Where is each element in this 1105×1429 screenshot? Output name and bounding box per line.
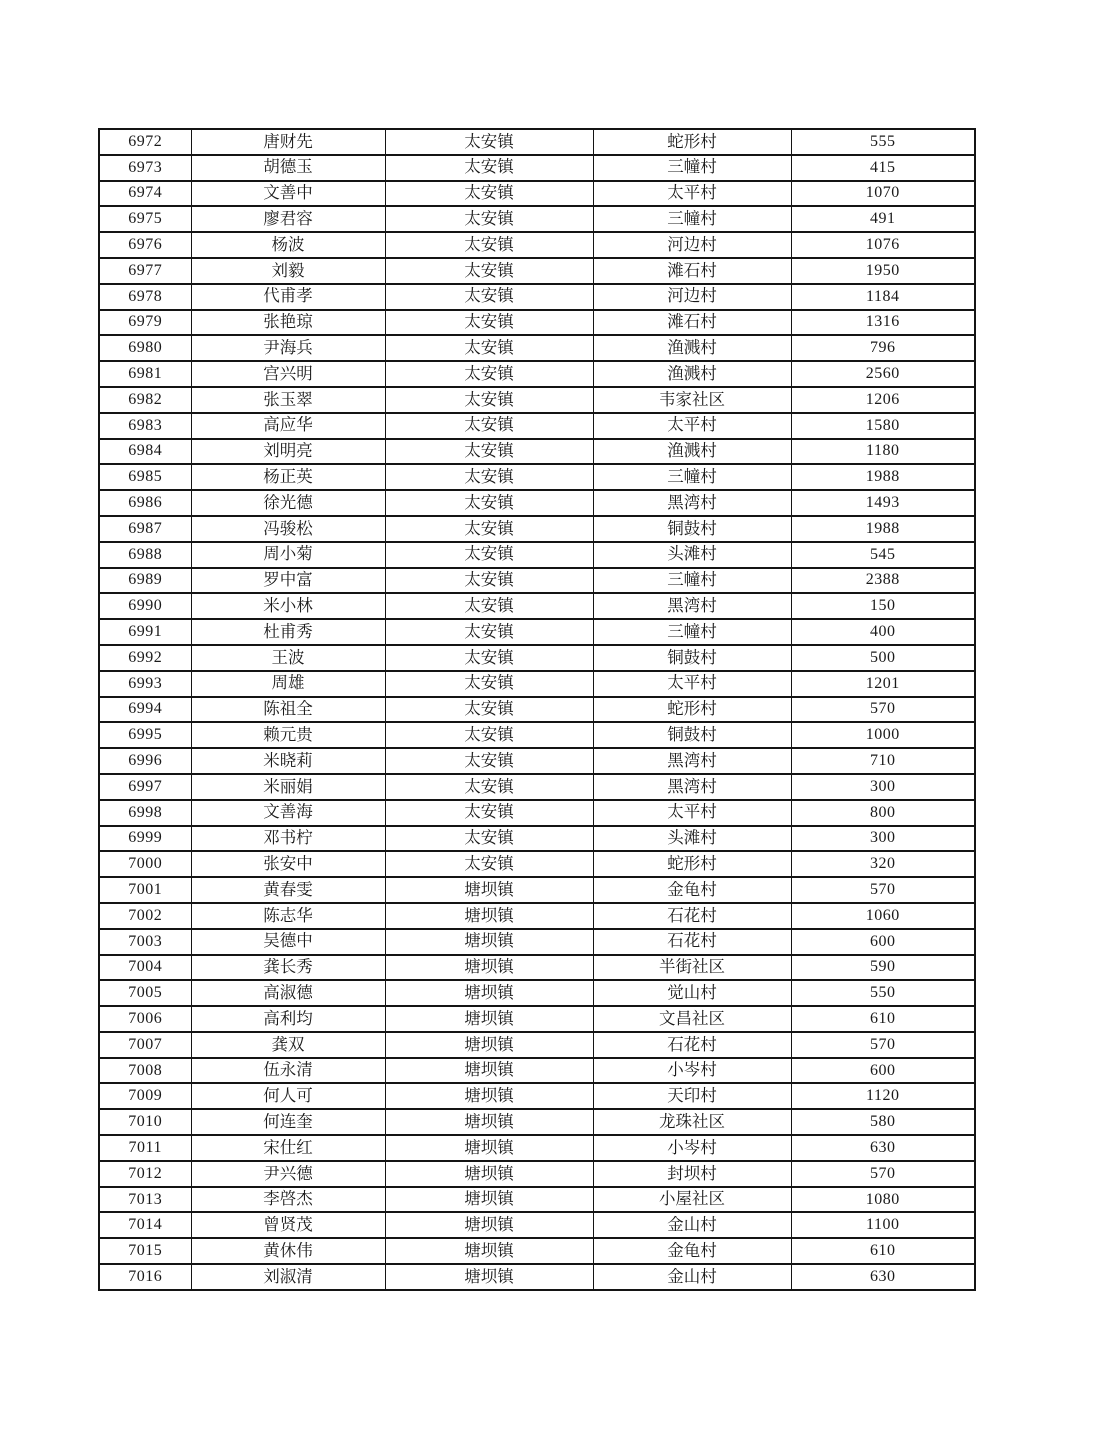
- name-cell: 文善海: [191, 800, 385, 826]
- town-cell: 太安镇: [385, 593, 593, 619]
- amount-cell: 2560: [791, 361, 975, 387]
- name-cell: 冯骏松: [191, 516, 385, 542]
- village-cell: 三幢村: [593, 619, 791, 645]
- name-cell: 邓书柠: [191, 826, 385, 852]
- serial-number-cell: 6982: [99, 387, 191, 413]
- name-cell: 罗中富: [191, 568, 385, 594]
- town-cell: 塘坝镇: [385, 1083, 593, 1109]
- serial-number-cell: 6995: [99, 722, 191, 748]
- name-cell: 宋仕红: [191, 1135, 385, 1161]
- table-row: [99, 129, 975, 155]
- village-cell: 黑湾村: [593, 774, 791, 800]
- town-cell: 太安镇: [385, 155, 593, 181]
- serial-number-cell: 6991: [99, 619, 191, 645]
- name-cell: 黄春雯: [191, 877, 385, 903]
- amount-cell: 570: [791, 877, 975, 903]
- table-row: [99, 593, 975, 619]
- village-cell: 铜鼓村: [593, 645, 791, 671]
- serial-number-cell: 6990: [99, 593, 191, 619]
- table-row: [99, 1161, 975, 1187]
- town-cell: 太安镇: [385, 310, 593, 336]
- town-cell: 太安镇: [385, 542, 593, 568]
- amount-cell: 1201: [791, 671, 975, 697]
- town-cell: 太安镇: [385, 335, 593, 361]
- amount-cell: 550: [791, 980, 975, 1006]
- amount-cell: 1070: [791, 181, 975, 207]
- name-cell: 黄休伟: [191, 1238, 385, 1264]
- table-row: [99, 542, 975, 568]
- village-cell: 觉山村: [593, 980, 791, 1006]
- serial-number-cell: 7003: [99, 929, 191, 955]
- village-cell: 滩石村: [593, 310, 791, 336]
- table-row: [99, 181, 975, 207]
- amount-cell: 800: [791, 800, 975, 826]
- serial-number-cell: 6977: [99, 258, 191, 284]
- village-cell: 三幢村: [593, 155, 791, 181]
- village-cell: 天印村: [593, 1083, 791, 1109]
- name-cell: 曾贤茂: [191, 1212, 385, 1238]
- table-row: [99, 568, 975, 594]
- village-cell: 蛇形村: [593, 129, 791, 155]
- town-cell: 太安镇: [385, 800, 593, 826]
- table-row: [99, 1032, 975, 1058]
- town-cell: 太安镇: [385, 697, 593, 723]
- village-cell: 渔溅村: [593, 335, 791, 361]
- table-row: [99, 955, 975, 981]
- town-cell: 太安镇: [385, 232, 593, 258]
- amount-cell: 570: [791, 1161, 975, 1187]
- table-row: [99, 619, 975, 645]
- village-cell: 蛇形村: [593, 851, 791, 877]
- village-cell: 石花村: [593, 1032, 791, 1058]
- table-row: [99, 310, 975, 336]
- name-cell: 杜甫秀: [191, 619, 385, 645]
- name-cell: 周小菊: [191, 542, 385, 568]
- amount-cell: 570: [791, 697, 975, 723]
- village-cell: 金龟村: [593, 877, 791, 903]
- serial-number-cell: 7014: [99, 1212, 191, 1238]
- serial-number-cell: 6972: [99, 129, 191, 155]
- name-cell: 廖君容: [191, 206, 385, 232]
- serial-number-cell: 7016: [99, 1264, 191, 1290]
- amount-cell: 300: [791, 774, 975, 800]
- table-row: [99, 877, 975, 903]
- village-cell: 小岑村: [593, 1058, 791, 1084]
- town-cell: 塘坝镇: [385, 1135, 593, 1161]
- name-cell: 龚长秀: [191, 955, 385, 981]
- amount-cell: 1950: [791, 258, 975, 284]
- serial-number-cell: 7011: [99, 1135, 191, 1161]
- table-row: [99, 748, 975, 774]
- village-cell: 文昌社区: [593, 1006, 791, 1032]
- name-cell: 米小林: [191, 593, 385, 619]
- town-cell: 太安镇: [385, 722, 593, 748]
- name-cell: 尹海兵: [191, 335, 385, 361]
- name-cell: 胡德玉: [191, 155, 385, 181]
- amount-cell: 1580: [791, 413, 975, 439]
- amount-cell: 1100: [791, 1212, 975, 1238]
- table-row: [99, 697, 975, 723]
- town-cell: 塘坝镇: [385, 1032, 593, 1058]
- table-row: [99, 929, 975, 955]
- table-row: [99, 258, 975, 284]
- serial-number-cell: 7006: [99, 1006, 191, 1032]
- amount-cell: 555: [791, 129, 975, 155]
- amount-cell: 500: [791, 645, 975, 671]
- village-cell: 半街社区: [593, 955, 791, 981]
- table-row: [99, 1006, 975, 1032]
- serial-number-cell: 6979: [99, 310, 191, 336]
- amount-cell: 600: [791, 929, 975, 955]
- village-cell: 三幢村: [593, 206, 791, 232]
- name-cell: 杨波: [191, 232, 385, 258]
- village-cell: 头滩村: [593, 826, 791, 852]
- town-cell: 塘坝镇: [385, 1238, 593, 1264]
- village-cell: 三幢村: [593, 568, 791, 594]
- name-cell: 米丽娟: [191, 774, 385, 800]
- amount-cell: 2388: [791, 568, 975, 594]
- village-cell: 渔溅村: [593, 361, 791, 387]
- amount-cell: 320: [791, 851, 975, 877]
- serial-number-cell: 6987: [99, 516, 191, 542]
- table-row: [99, 1083, 975, 1109]
- village-cell: 太平村: [593, 671, 791, 697]
- amount-cell: 1120: [791, 1083, 975, 1109]
- serial-number-cell: 7007: [99, 1032, 191, 1058]
- name-cell: 吴德中: [191, 929, 385, 955]
- serial-number-cell: 6975: [99, 206, 191, 232]
- name-cell: 代甫孝: [191, 284, 385, 310]
- village-cell: 金龟村: [593, 1238, 791, 1264]
- table-row: [99, 464, 975, 490]
- serial-number-cell: 6998: [99, 800, 191, 826]
- name-cell: 刘明亮: [191, 439, 385, 465]
- table-row: [99, 1187, 975, 1213]
- village-cell: 石花村: [593, 929, 791, 955]
- name-cell: 陈祖全: [191, 697, 385, 723]
- table-row: [99, 851, 975, 877]
- village-cell: 黑湾村: [593, 593, 791, 619]
- town-cell: 太安镇: [385, 490, 593, 516]
- town-cell: 塘坝镇: [385, 1161, 593, 1187]
- name-cell: 张安中: [191, 851, 385, 877]
- serial-number-cell: 7013: [99, 1187, 191, 1213]
- village-cell: 头滩村: [593, 542, 791, 568]
- amount-cell: 1988: [791, 464, 975, 490]
- village-cell: 滩石村: [593, 258, 791, 284]
- amount-cell: 1180: [791, 439, 975, 465]
- town-cell: 太安镇: [385, 181, 593, 207]
- town-cell: 塘坝镇: [385, 1058, 593, 1084]
- table-row: [99, 335, 975, 361]
- amount-cell: 1000: [791, 722, 975, 748]
- table-row: [99, 1238, 975, 1264]
- town-cell: 太安镇: [385, 464, 593, 490]
- town-cell: 塘坝镇: [385, 903, 593, 929]
- name-cell: 何人可: [191, 1083, 385, 1109]
- name-cell: 何连奎: [191, 1109, 385, 1135]
- table-row: [99, 800, 975, 826]
- town-cell: 塘坝镇: [385, 1006, 593, 1032]
- table-row: [99, 490, 975, 516]
- amount-cell: 610: [791, 1238, 975, 1264]
- name-cell: 文善中: [191, 181, 385, 207]
- amount-cell: 600: [791, 1058, 975, 1084]
- serial-number-cell: 6992: [99, 645, 191, 671]
- serial-number-cell: 6993: [99, 671, 191, 697]
- serial-number-cell: 6980: [99, 335, 191, 361]
- table-row: [99, 774, 975, 800]
- town-cell: 太安镇: [385, 774, 593, 800]
- amount-cell: 1184: [791, 284, 975, 310]
- table-row: [99, 387, 975, 413]
- name-cell: 赖元贵: [191, 722, 385, 748]
- town-cell: 太安镇: [385, 387, 593, 413]
- table-row: [99, 1264, 975, 1290]
- village-cell: 太平村: [593, 181, 791, 207]
- town-cell: 塘坝镇: [385, 1264, 593, 1290]
- serial-number-cell: 7015: [99, 1238, 191, 1264]
- town-cell: 太安镇: [385, 361, 593, 387]
- name-cell: 刘淑清: [191, 1264, 385, 1290]
- table-row: [99, 361, 975, 387]
- amount-cell: 300: [791, 826, 975, 852]
- town-cell: 太安镇: [385, 206, 593, 232]
- serial-number-cell: 6989: [99, 568, 191, 594]
- village-cell: 小屋社区: [593, 1187, 791, 1213]
- name-cell: 王波: [191, 645, 385, 671]
- amount-cell: 415: [791, 155, 975, 181]
- village-cell: 金山村: [593, 1212, 791, 1238]
- town-cell: 太安镇: [385, 851, 593, 877]
- table-row: [99, 206, 975, 232]
- serial-number-cell: 7004: [99, 955, 191, 981]
- amount-cell: 570: [791, 1032, 975, 1058]
- town-cell: 太安镇: [385, 671, 593, 697]
- amount-cell: 1493: [791, 490, 975, 516]
- serial-number-cell: 6996: [99, 748, 191, 774]
- village-cell: 三幢村: [593, 464, 791, 490]
- table-row: [99, 516, 975, 542]
- name-cell: 高利均: [191, 1006, 385, 1032]
- amount-cell: 1060: [791, 903, 975, 929]
- table-row: [99, 284, 975, 310]
- town-cell: 塘坝镇: [385, 877, 593, 903]
- village-cell: 黑湾村: [593, 748, 791, 774]
- town-cell: 太安镇: [385, 645, 593, 671]
- village-cell: 黑湾村: [593, 490, 791, 516]
- serial-number-cell: 7001: [99, 877, 191, 903]
- name-cell: 伍永清: [191, 1058, 385, 1084]
- name-cell: 张玉翠: [191, 387, 385, 413]
- table-row: [99, 903, 975, 929]
- serial-number-cell: 7002: [99, 903, 191, 929]
- amount-cell: 590: [791, 955, 975, 981]
- table-row: [99, 155, 975, 181]
- amount-cell: 400: [791, 619, 975, 645]
- serial-number-cell: 6984: [99, 439, 191, 465]
- amount-cell: 1206: [791, 387, 975, 413]
- town-cell: 塘坝镇: [385, 955, 593, 981]
- town-cell: 太安镇: [385, 619, 593, 645]
- serial-number-cell: 6974: [99, 181, 191, 207]
- serial-number-cell: 6981: [99, 361, 191, 387]
- village-cell: 韦家社区: [593, 387, 791, 413]
- village-cell: 太平村: [593, 800, 791, 826]
- amount-cell: 545: [791, 542, 975, 568]
- name-cell: 杨正英: [191, 464, 385, 490]
- amount-cell: 150: [791, 593, 975, 619]
- village-cell: 铜鼓村: [593, 722, 791, 748]
- serial-number-cell: 6973: [99, 155, 191, 181]
- serial-number-cell: 7000: [99, 851, 191, 877]
- serial-number-cell: 6999: [99, 826, 191, 852]
- name-cell: 龚双: [191, 1032, 385, 1058]
- town-cell: 太安镇: [385, 568, 593, 594]
- table-row: [99, 980, 975, 1006]
- table-row: [99, 1135, 975, 1161]
- serial-number-cell: 6997: [99, 774, 191, 800]
- village-cell: 封坝村: [593, 1161, 791, 1187]
- town-cell: 太安镇: [385, 129, 593, 155]
- town-cell: 太安镇: [385, 413, 593, 439]
- village-cell: 金山村: [593, 1264, 791, 1290]
- records-table-container: [98, 128, 976, 1291]
- village-cell: 河边村: [593, 284, 791, 310]
- village-cell: 蛇形村: [593, 697, 791, 723]
- serial-number-cell: 7008: [99, 1058, 191, 1084]
- name-cell: 李啓杰: [191, 1187, 385, 1213]
- name-cell: 宫兴明: [191, 361, 385, 387]
- table-row: [99, 645, 975, 671]
- town-cell: 塘坝镇: [385, 929, 593, 955]
- serial-number-cell: 7005: [99, 980, 191, 1006]
- town-cell: 塘坝镇: [385, 1109, 593, 1135]
- serial-number-cell: 6994: [99, 697, 191, 723]
- village-cell: 石花村: [593, 903, 791, 929]
- town-cell: 太安镇: [385, 284, 593, 310]
- village-cell: 河边村: [593, 232, 791, 258]
- serial-number-cell: 6985: [99, 464, 191, 490]
- amount-cell: 630: [791, 1135, 975, 1161]
- table-row: [99, 413, 975, 439]
- serial-number-cell: 6976: [99, 232, 191, 258]
- serial-number-cell: 7012: [99, 1161, 191, 1187]
- village-cell: 渔溅村: [593, 439, 791, 465]
- village-cell: 龙珠社区: [593, 1109, 791, 1135]
- table-row: [99, 439, 975, 465]
- name-cell: 高淑德: [191, 980, 385, 1006]
- table-row: [99, 1212, 975, 1238]
- name-cell: 陈志华: [191, 903, 385, 929]
- name-cell: 徐光德: [191, 490, 385, 516]
- name-cell: 周雄: [191, 671, 385, 697]
- town-cell: 太安镇: [385, 258, 593, 284]
- amount-cell: 491: [791, 206, 975, 232]
- table-row: [99, 671, 975, 697]
- name-cell: 张艳琼: [191, 310, 385, 336]
- amount-cell: 796: [791, 335, 975, 361]
- town-cell: 太安镇: [385, 439, 593, 465]
- town-cell: 太安镇: [385, 748, 593, 774]
- town-cell: 太安镇: [385, 516, 593, 542]
- amount-cell: 610: [791, 1006, 975, 1032]
- town-cell: 塘坝镇: [385, 1187, 593, 1213]
- name-cell: 米晓莉: [191, 748, 385, 774]
- table-row: [99, 232, 975, 258]
- name-cell: 唐财先: [191, 129, 385, 155]
- table-row: [99, 1058, 975, 1084]
- serial-number-cell: 6983: [99, 413, 191, 439]
- amount-cell: 1988: [791, 516, 975, 542]
- amount-cell: 1080: [791, 1187, 975, 1213]
- amount-cell: 1076: [791, 232, 975, 258]
- table-row: [99, 826, 975, 852]
- village-cell: 铜鼓村: [593, 516, 791, 542]
- name-cell: 高应华: [191, 413, 385, 439]
- serial-number-cell: 6986: [99, 490, 191, 516]
- town-cell: 太安镇: [385, 826, 593, 852]
- town-cell: 塘坝镇: [385, 1212, 593, 1238]
- town-cell: 塘坝镇: [385, 980, 593, 1006]
- village-cell: 小岑村: [593, 1135, 791, 1161]
- village-cell: 太平村: [593, 413, 791, 439]
- name-cell: 刘毅: [191, 258, 385, 284]
- serial-number-cell: 7010: [99, 1109, 191, 1135]
- records-table-body: [99, 129, 975, 1290]
- amount-cell: 710: [791, 748, 975, 774]
- table-row: [99, 722, 975, 748]
- table-row: [99, 1109, 975, 1135]
- serial-number-cell: 6988: [99, 542, 191, 568]
- name-cell: 尹兴德: [191, 1161, 385, 1187]
- serial-number-cell: 7009: [99, 1083, 191, 1109]
- serial-number-cell: 6978: [99, 284, 191, 310]
- amount-cell: 630: [791, 1264, 975, 1290]
- amount-cell: 1316: [791, 310, 975, 336]
- records-table: [98, 128, 976, 1291]
- amount-cell: 580: [791, 1109, 975, 1135]
